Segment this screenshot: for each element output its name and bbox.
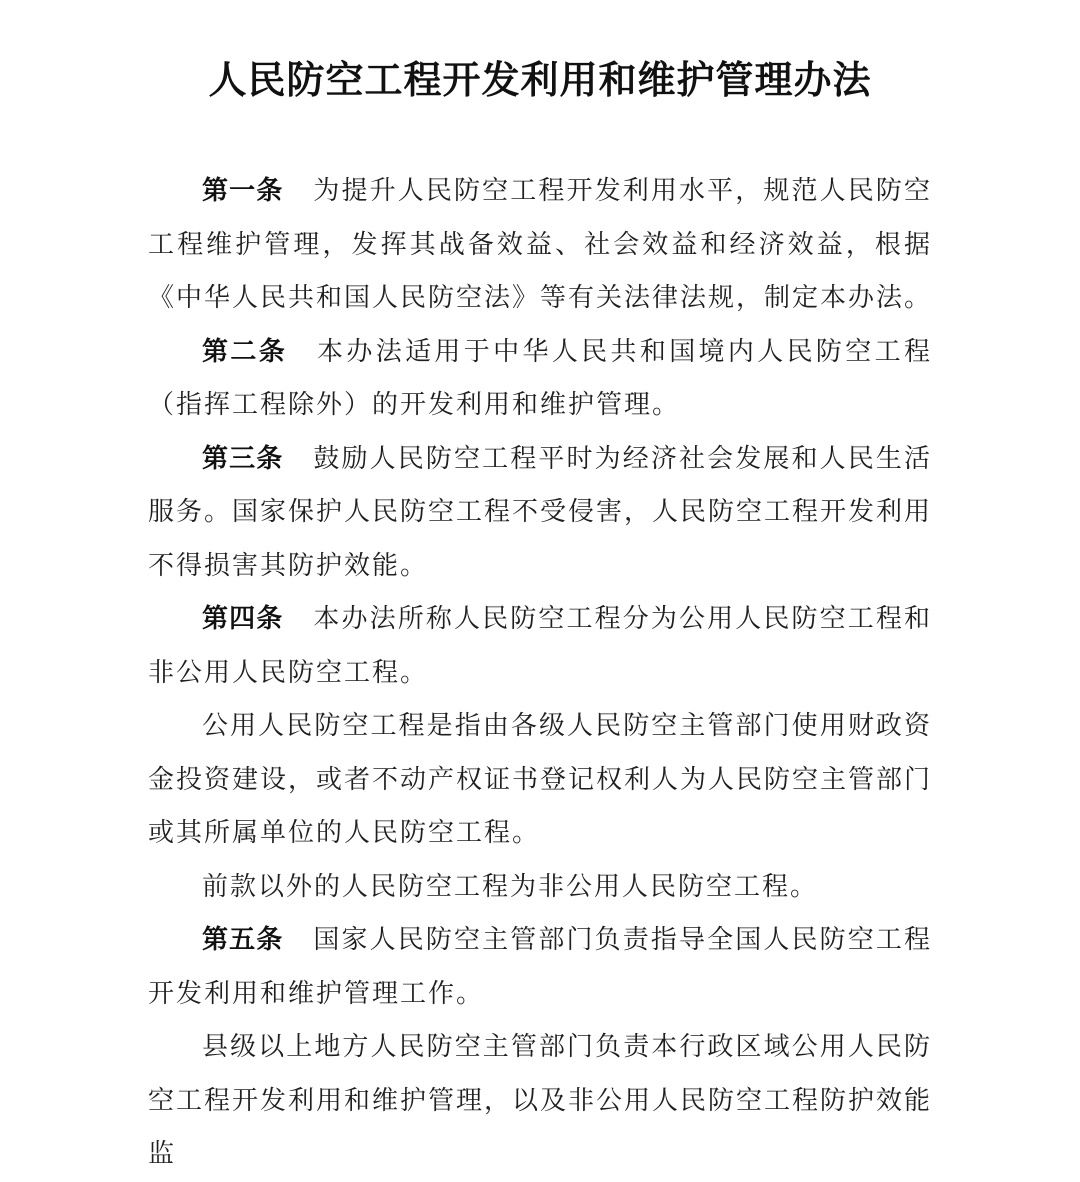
article-5-label: 第五条 — [202, 925, 284, 955]
document-title: 人民防空工程开发利用和维护管理办法 — [208, 58, 872, 102]
article-2 — [148, 326, 932, 433]
article-4-paragraph-3 — [148, 861, 932, 915]
article-3 — [148, 433, 932, 594]
article-4-label: 第四条 — [202, 604, 284, 634]
article-4-paragraph-2 — [148, 700, 932, 861]
article-5-paragraph-2-text: 县级以上地方人民防空主管部门负责本行政区域公用人民防空工程开发利用和维护管理，以及非公用人民防空工程防护效能监 — [148, 1032, 933, 1169]
article-1-text: 为提升人民防空工程开发利用水平，规范人民防空工程维护管理，发挥其战备效益、社会效益和经济效益，根据《中华人民共和国人民防空法》等有关法律法规，制定本办法。 — [148, 176, 933, 313]
article-1-label: 第一条 — [202, 176, 284, 206]
article-4-paragraph-3-text: 前款以外的人民防空工程为非公用人民防空工程。 — [202, 871, 819, 902]
article-3-label: 第三条 — [202, 443, 284, 474]
article-1 — [148, 165, 932, 326]
article-5 — [148, 914, 932, 1021]
document-body — [148, 165, 932, 1182]
article-5-paragraph-2 — [148, 1021, 932, 1182]
article-4 — [148, 593, 932, 700]
article-5-text: 国家人民防空主管部门负责指导全国人民防空工程开发利用和维护管理工作。 — [148, 925, 932, 1009]
article-4-text: 本办法所称人民防空工程分为公用人民防空工程和非公用人民防空工程。 — [148, 604, 932, 688]
article-3-text: 鼓励人民防空工程平时为经济社会发展和人民生活服务。国家保护人民防空工程不受侵害，人民防空工程开发利用不得损害其防护效能。 — [148, 443, 933, 581]
article-4-paragraph-2-text: 公用人民防空工程是指由各级人民防空主管部门使用财政资金投资建设，或者不动产权证书登记权利人为人民防空主管部门或其所属单位的人民防空工程。 — [148, 711, 933, 848]
article-2-text: 本办法适用于中华人民共和国境内人民防空工程（指挥工程除外）的开发利用和维护管理。 — [148, 336, 932, 420]
article-2-label: 第二条 — [202, 336, 288, 367]
